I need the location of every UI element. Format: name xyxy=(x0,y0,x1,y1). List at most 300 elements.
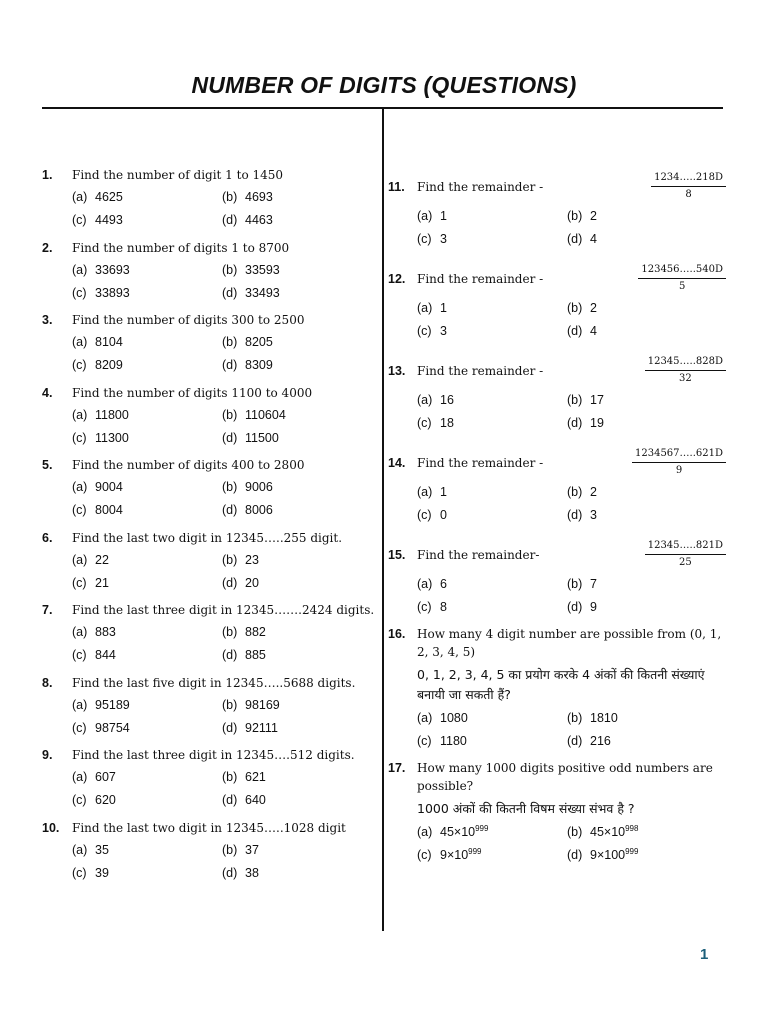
option-value: 7 xyxy=(590,577,597,591)
option-value: 18 xyxy=(440,416,454,430)
option-value: 607 xyxy=(95,770,116,784)
option xyxy=(417,730,567,753)
option-letter: (b) xyxy=(567,825,583,839)
question-block xyxy=(42,384,378,450)
option xyxy=(567,228,727,251)
option-letter: (d) xyxy=(567,324,583,338)
option-letter: (c) xyxy=(72,575,87,590)
question-text: Find the number of digits 1 to 8700 xyxy=(72,240,290,255)
options-grid xyxy=(72,621,378,667)
option-letter: (c) xyxy=(417,232,432,246)
question-text: Find the number of digits 300 to 2500 xyxy=(72,313,305,327)
fraction-denominator: 8 xyxy=(685,189,692,200)
fraction-numerator: 1234567…..621D xyxy=(632,448,726,463)
option-value: 1 xyxy=(440,485,447,499)
option-value: 9006 xyxy=(245,480,273,494)
option-value: 882 xyxy=(245,625,266,639)
question-block xyxy=(42,601,378,667)
option-value: 98754 xyxy=(95,720,130,735)
option-letter: (a) xyxy=(72,697,88,712)
question-number: 6. xyxy=(42,530,53,545)
option-letter: (c) xyxy=(72,358,87,372)
option xyxy=(417,844,567,867)
option-letter: (d) xyxy=(222,285,238,300)
option xyxy=(567,821,727,844)
option xyxy=(417,573,567,596)
options-grid xyxy=(72,766,378,812)
question-text: How many 4 digit number are possible from (0, 1, 2, 3, 4, 5) xyxy=(417,627,722,659)
option xyxy=(567,596,727,619)
option-letter: (d) xyxy=(222,575,238,590)
option-value: 0 xyxy=(440,508,447,522)
option-letter: (b) xyxy=(222,335,238,349)
fraction-denominator: 5 xyxy=(678,281,686,292)
option-letter: (c) xyxy=(72,430,87,445)
question-text: Find the remainder - xyxy=(417,363,544,378)
option xyxy=(72,404,222,427)
option xyxy=(72,839,222,862)
option-value: 640 xyxy=(245,793,266,807)
option xyxy=(567,573,727,596)
question-block xyxy=(388,540,726,619)
option-letter: (b) xyxy=(222,480,238,494)
option xyxy=(417,504,567,527)
option-letter: (c) xyxy=(417,416,432,430)
option-value: 8006 xyxy=(245,503,273,517)
option-value: 8104 xyxy=(95,335,123,349)
option-letter: (c) xyxy=(72,720,87,735)
option-letter: (d) xyxy=(222,648,238,662)
option-value: 4 xyxy=(590,324,597,338)
fraction-numerator: 123456…..540D xyxy=(638,264,726,279)
option-letter: (c) xyxy=(417,600,432,614)
fraction-numerator: 1234…..218D xyxy=(651,172,726,187)
question-number: 3. xyxy=(42,313,53,327)
option-value: 3 xyxy=(440,324,447,338)
option-letter: (a) xyxy=(72,190,88,204)
option-letter: (b) xyxy=(567,301,583,315)
option-value: 38 xyxy=(245,865,259,880)
option-value: 3 xyxy=(440,232,447,246)
options-grid xyxy=(72,549,378,595)
option xyxy=(72,862,222,885)
option-letter: (d) xyxy=(222,793,238,807)
option-exponent: 998 xyxy=(625,823,639,833)
option-letter: (a) xyxy=(417,393,433,407)
options-grid xyxy=(72,839,378,885)
option xyxy=(417,320,567,343)
options-grid xyxy=(72,476,378,522)
question-row xyxy=(42,384,378,402)
question-block xyxy=(42,674,378,740)
option-letter: (a) xyxy=(72,335,88,349)
options-grid xyxy=(417,481,726,527)
option xyxy=(72,621,222,644)
option xyxy=(567,481,727,504)
option xyxy=(222,186,372,209)
question-row xyxy=(42,311,378,329)
options-grid xyxy=(417,205,726,251)
option-letter: (b) xyxy=(222,407,238,422)
question-block xyxy=(42,456,378,522)
option xyxy=(222,259,372,282)
option-value: 35 xyxy=(95,842,109,857)
question-number: 7. xyxy=(42,603,53,617)
option-letter: (a) xyxy=(72,262,88,277)
option-letter: (d) xyxy=(222,720,238,735)
option-exponent: 999 xyxy=(625,846,639,856)
option-letter: (c) xyxy=(72,865,87,880)
option xyxy=(222,862,372,885)
option-value: 1 xyxy=(440,301,447,315)
question-text: How many 1000 digits positive odd numbers are possible? xyxy=(417,761,713,793)
fraction-numerator: 12345…..828D xyxy=(645,356,726,371)
question-text: Find the remainder - xyxy=(417,271,544,286)
option xyxy=(72,259,222,282)
fraction xyxy=(638,264,726,293)
option xyxy=(222,572,372,595)
option-value: 33493 xyxy=(245,285,280,300)
option-letter: (d) xyxy=(222,213,238,227)
question-text: Find the last five digit in 12345…..5688 digits. xyxy=(72,675,356,690)
option xyxy=(222,404,372,427)
question-number: 14. xyxy=(388,455,406,470)
question-block xyxy=(388,356,726,435)
question-number: 12. xyxy=(388,271,406,286)
option xyxy=(417,228,567,251)
option-value: 23 xyxy=(245,552,259,567)
option-letter: (d) xyxy=(222,358,238,372)
option-value: 1080 xyxy=(440,711,468,725)
option-value: 110604 xyxy=(245,407,286,422)
option-value: 844 xyxy=(95,648,116,662)
question-block xyxy=(42,311,378,377)
option xyxy=(417,205,567,228)
question-block xyxy=(388,448,726,527)
option-exponent: 999 xyxy=(475,823,489,833)
option-letter: (c) xyxy=(72,648,87,662)
options-grid xyxy=(417,707,726,753)
question-row xyxy=(42,166,378,184)
option-letter: (d) xyxy=(222,430,238,445)
option-value: 11300 xyxy=(95,430,129,445)
option xyxy=(222,331,372,354)
question-block xyxy=(42,239,378,305)
question-number: 11. xyxy=(388,179,405,194)
option xyxy=(72,644,222,667)
question-row xyxy=(388,264,726,293)
question-number: 5. xyxy=(42,458,53,472)
option xyxy=(72,766,222,789)
option-value: 8205 xyxy=(245,335,273,349)
option xyxy=(222,499,372,522)
question-number: 8. xyxy=(42,675,53,690)
option-value: 16 xyxy=(440,393,454,407)
question-text: Find the remainder - xyxy=(417,179,544,194)
option xyxy=(72,476,222,499)
option xyxy=(72,694,222,717)
option xyxy=(72,186,222,209)
option-letter: (b) xyxy=(222,262,238,277)
option-letter: (a) xyxy=(417,209,433,223)
option-letter: (b) xyxy=(222,190,238,204)
option-letter: (b) xyxy=(567,711,583,725)
option xyxy=(222,717,372,740)
question-text: Find the remainder- xyxy=(417,547,540,562)
question-row xyxy=(42,674,378,692)
right-column xyxy=(388,166,726,867)
question-text: Find the last two digit in 12345…..1028 digit xyxy=(72,820,346,835)
option xyxy=(222,694,372,717)
option-letter: (d) xyxy=(567,848,583,862)
question-row xyxy=(388,172,726,201)
option-value: 4463 xyxy=(245,213,273,227)
option-value: 1180 xyxy=(440,734,467,748)
fraction-denominator: 32 xyxy=(678,373,692,384)
option xyxy=(72,354,222,377)
option-value: 9 xyxy=(590,600,597,614)
option-value: 6 xyxy=(440,577,447,591)
option xyxy=(417,389,567,412)
option xyxy=(417,412,567,435)
option-value: 885 xyxy=(245,648,266,662)
options-grid xyxy=(72,404,378,450)
option-letter: (a) xyxy=(417,825,433,839)
option xyxy=(222,282,372,305)
option xyxy=(222,766,372,789)
option xyxy=(417,707,567,730)
option-exponent: 999 xyxy=(468,846,482,856)
option xyxy=(72,572,222,595)
option-letter: (b) xyxy=(567,485,583,499)
option-value: 37 xyxy=(245,842,259,857)
question-row xyxy=(42,601,378,619)
fraction-denominator: 9 xyxy=(675,465,683,476)
option-letter: (d) xyxy=(567,416,583,430)
option-value: 92111 xyxy=(245,720,278,735)
question-row xyxy=(42,529,378,547)
option-letter: (d) xyxy=(222,503,238,517)
option-value: 1 xyxy=(440,209,447,223)
option xyxy=(567,205,727,228)
option-value: 20 xyxy=(245,575,259,590)
question-number: 10. xyxy=(42,820,60,835)
option xyxy=(567,730,727,753)
option-value: 8209 xyxy=(95,358,123,372)
option-letter: (b) xyxy=(567,577,583,591)
option-letter: (d) xyxy=(567,508,583,522)
option xyxy=(567,412,727,435)
option-value: 1810 xyxy=(590,711,618,725)
option-letter: (a) xyxy=(72,842,88,857)
question-row xyxy=(388,759,726,795)
option-letter: (a) xyxy=(417,577,433,591)
option xyxy=(72,499,222,522)
option xyxy=(222,789,372,812)
option-letter: (b) xyxy=(567,393,583,407)
options-grid xyxy=(417,821,726,867)
options-grid xyxy=(72,186,378,232)
option-value: 21 xyxy=(95,575,109,590)
question-text: Find the last two digit in 12345…..255 digit. xyxy=(72,530,343,545)
option-value: 17 xyxy=(590,393,604,407)
option-letter: (c) xyxy=(72,793,87,807)
fraction xyxy=(632,448,726,477)
options-grid xyxy=(417,389,726,435)
question-row xyxy=(42,819,378,837)
option xyxy=(567,320,727,343)
option xyxy=(567,504,727,527)
option-letter: (b) xyxy=(222,625,238,639)
option-letter: (b) xyxy=(567,209,583,223)
option xyxy=(72,282,222,305)
option-letter: (c) xyxy=(72,213,87,227)
option-value: 8004 xyxy=(95,503,123,517)
question-row xyxy=(388,625,726,661)
option xyxy=(222,549,372,572)
option-value: 4693 xyxy=(245,190,273,204)
option xyxy=(417,481,567,504)
question-row xyxy=(42,239,378,257)
option-value: 8 xyxy=(440,600,447,614)
option xyxy=(72,717,222,740)
question-block xyxy=(42,746,378,812)
option-value: 9004 xyxy=(95,480,123,494)
option-letter: (c) xyxy=(417,848,432,862)
option-value: 621 xyxy=(245,770,266,784)
question-text: Find the number of digits 1100 to 4000 xyxy=(72,385,313,400)
option-value: 33693 xyxy=(95,262,130,277)
option-value: 33893 xyxy=(95,285,130,300)
option-letter: (d) xyxy=(222,865,238,880)
option-letter: (a) xyxy=(72,407,88,422)
fraction xyxy=(645,356,726,385)
options-grid xyxy=(72,694,378,740)
option xyxy=(222,354,372,377)
option-value: $9\times 10^{999}$ xyxy=(440,846,482,862)
option-value: 33593 xyxy=(245,262,280,277)
option-value: 620 xyxy=(95,793,116,807)
question-block xyxy=(42,166,378,232)
option-letter: (a) xyxy=(72,552,88,567)
option xyxy=(222,427,372,450)
option xyxy=(567,844,727,867)
option-letter: (c) xyxy=(417,508,432,522)
question-number: 4. xyxy=(42,385,53,400)
question-number: 13. xyxy=(388,363,406,378)
question-block xyxy=(388,625,726,753)
option-value: 2 xyxy=(590,485,597,499)
question-text-hindi: 1000 अंकों की कितनी विषम संख्या संभव है ? xyxy=(417,801,635,816)
fraction xyxy=(651,172,726,201)
question-number: 16. xyxy=(388,627,406,641)
option xyxy=(72,209,222,232)
option xyxy=(222,621,372,644)
option-letter: (a) xyxy=(417,301,433,315)
question-block xyxy=(388,759,726,867)
option-value: 19 xyxy=(590,416,604,430)
option xyxy=(222,839,372,862)
option-value: 95189 xyxy=(95,697,130,712)
question-number: 17. xyxy=(388,761,406,775)
option xyxy=(72,789,222,812)
option xyxy=(222,644,372,667)
option-letter: (b) xyxy=(222,770,238,784)
question-text: Find the last three digit in 12345…….2424 digits. xyxy=(72,603,375,617)
option xyxy=(567,297,727,320)
option xyxy=(567,707,727,730)
question-row xyxy=(388,356,726,385)
options-grid xyxy=(72,331,378,377)
fraction xyxy=(645,540,726,569)
column-divider xyxy=(382,109,384,931)
question-number: 1. xyxy=(42,168,53,182)
option-letter: (d) xyxy=(567,600,583,614)
question-row xyxy=(42,456,378,474)
option-letter: (d) xyxy=(567,232,583,246)
question-block xyxy=(388,264,726,343)
option-letter: (a) xyxy=(417,711,433,725)
option-letter: (a) xyxy=(72,770,88,784)
left-column xyxy=(42,166,378,885)
question-block xyxy=(388,172,726,251)
option-value: 98169 xyxy=(245,697,280,712)
option-value: 3 xyxy=(590,508,597,522)
question-number: 2. xyxy=(42,240,53,255)
option-letter: (c) xyxy=(72,503,87,517)
question-row xyxy=(388,448,726,477)
option-value: 883 xyxy=(95,625,116,639)
fraction-numerator: 12345…..821D xyxy=(645,540,726,555)
question-row xyxy=(388,540,726,569)
option-letter: (c) xyxy=(72,285,87,300)
question-text: Find the number of digit 1 to 1450 xyxy=(72,168,284,182)
option-letter: (b) xyxy=(222,552,238,567)
option-value: 11500 xyxy=(245,430,279,445)
option-value: 39 xyxy=(95,865,109,880)
option-value: $45\times 10^{998}$ xyxy=(590,823,639,839)
option-letter: (c) xyxy=(417,734,432,748)
option-value: $45\times 10^{999}$ xyxy=(440,823,489,839)
options-grid xyxy=(72,259,378,305)
option-value: 22 xyxy=(95,552,109,567)
question-row xyxy=(42,746,378,764)
question-text: Find the remainder - xyxy=(417,455,544,470)
option xyxy=(222,209,372,232)
page-title: NUMBER OF DIGITS (QUESTIONS) xyxy=(191,72,577,98)
question-text: Find the last three digit in 12345….512 digits. xyxy=(72,748,355,762)
option-letter: (a) xyxy=(72,480,88,494)
option xyxy=(417,297,567,320)
options-grid xyxy=(417,297,726,343)
option-value: 4493 xyxy=(95,213,123,227)
option xyxy=(417,596,567,619)
option-letter: (b) xyxy=(222,842,238,857)
option xyxy=(567,389,727,412)
option-letter: (a) xyxy=(72,625,88,639)
option-letter: (a) xyxy=(417,485,433,499)
option xyxy=(222,476,372,499)
option xyxy=(72,331,222,354)
option-value: 11800 xyxy=(95,407,129,422)
option-value: $9\times 100^{999}$ xyxy=(590,846,639,862)
option xyxy=(72,549,222,572)
question-number: 9. xyxy=(42,748,53,762)
option xyxy=(417,821,567,844)
question-block xyxy=(42,819,378,885)
question-number: 15. xyxy=(388,547,406,562)
option-letter: (c) xyxy=(417,324,432,338)
